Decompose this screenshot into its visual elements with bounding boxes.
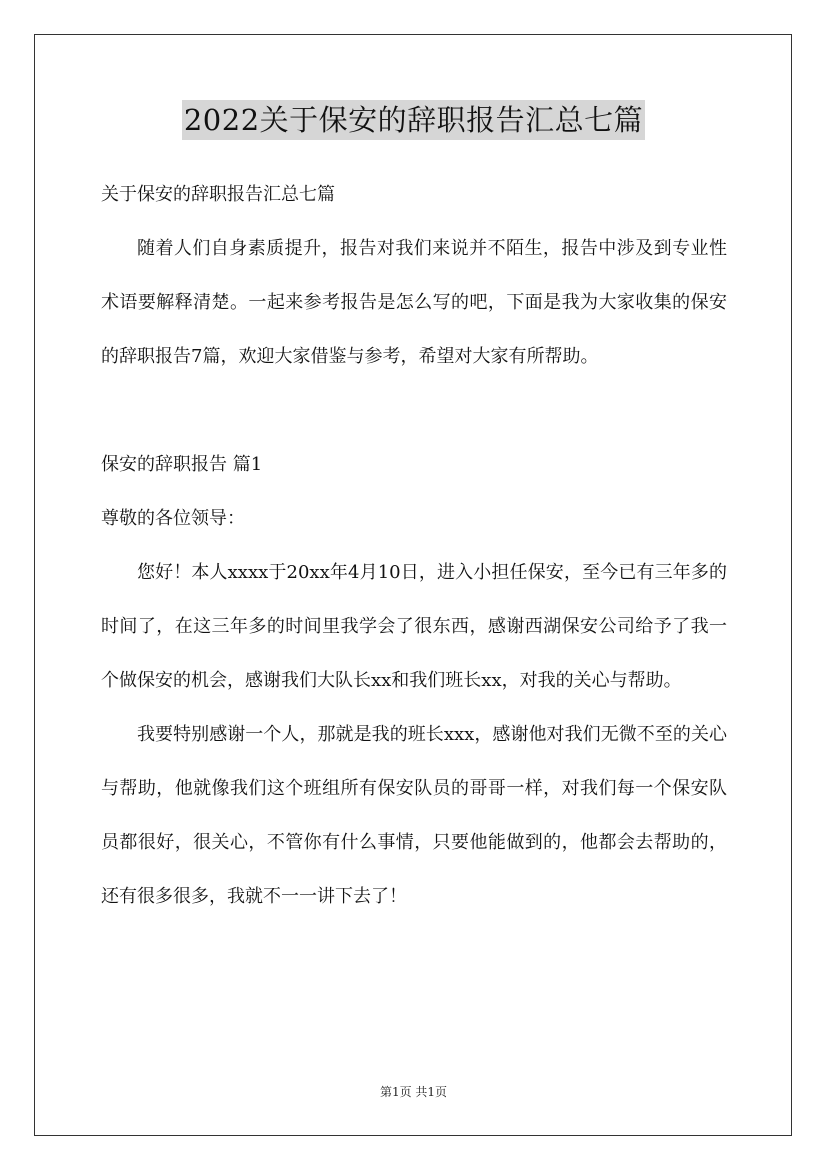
blank-line (101, 384, 727, 438)
intro-paragraph: 随着人们自身素质提升，报告对我们来说并不陌生，报告中涉及到专业性术语要解释清楚。一起来参考报告是怎么写的吧，下面是我为大家收集的保安的辞职报告7篇，欢迎大家借鉴与参考，希望对大家有所帮助。 (101, 238, 727, 367)
body-paragraph-1: 您好！本人xxxx于20xx年4月10日，进入小担任保安，至今已有三年多的时间了，在这三年多的时间里我学会了很东西，感谢西湖保安公司给予了我一个做保安的机会，感谢我们大队长xx和我们班长xx，对我的关心与帮助。 (101, 562, 727, 691)
document-title: 2022关于保安的辞职报告汇总七篇 (182, 100, 645, 140)
title-container (0, 100, 827, 140)
body-paragraph-2: 我要特别感谢一个人，那就是我的班长xxx，感谢他对我们无微不至的关心与帮助，他就像我们这个班组所有保安队员的哥哥一样，对我们每一个保安队员都很好，很关心，不管你有什么事情，只要他能做到的，他都会去帮助的，还有很多很多，我就不一一讲下去了！ (101, 724, 727, 907)
document-subtitle: 关于保安的辞职报告汇总七篇 (101, 184, 335, 205)
document-body (101, 168, 727, 924)
salutation: 尊敬的各位领导： (101, 508, 245, 529)
page-footer: 第1页 共1页 (379, 1085, 448, 1099)
section-heading: 保安的辞职报告 篇1 (101, 454, 263, 475)
